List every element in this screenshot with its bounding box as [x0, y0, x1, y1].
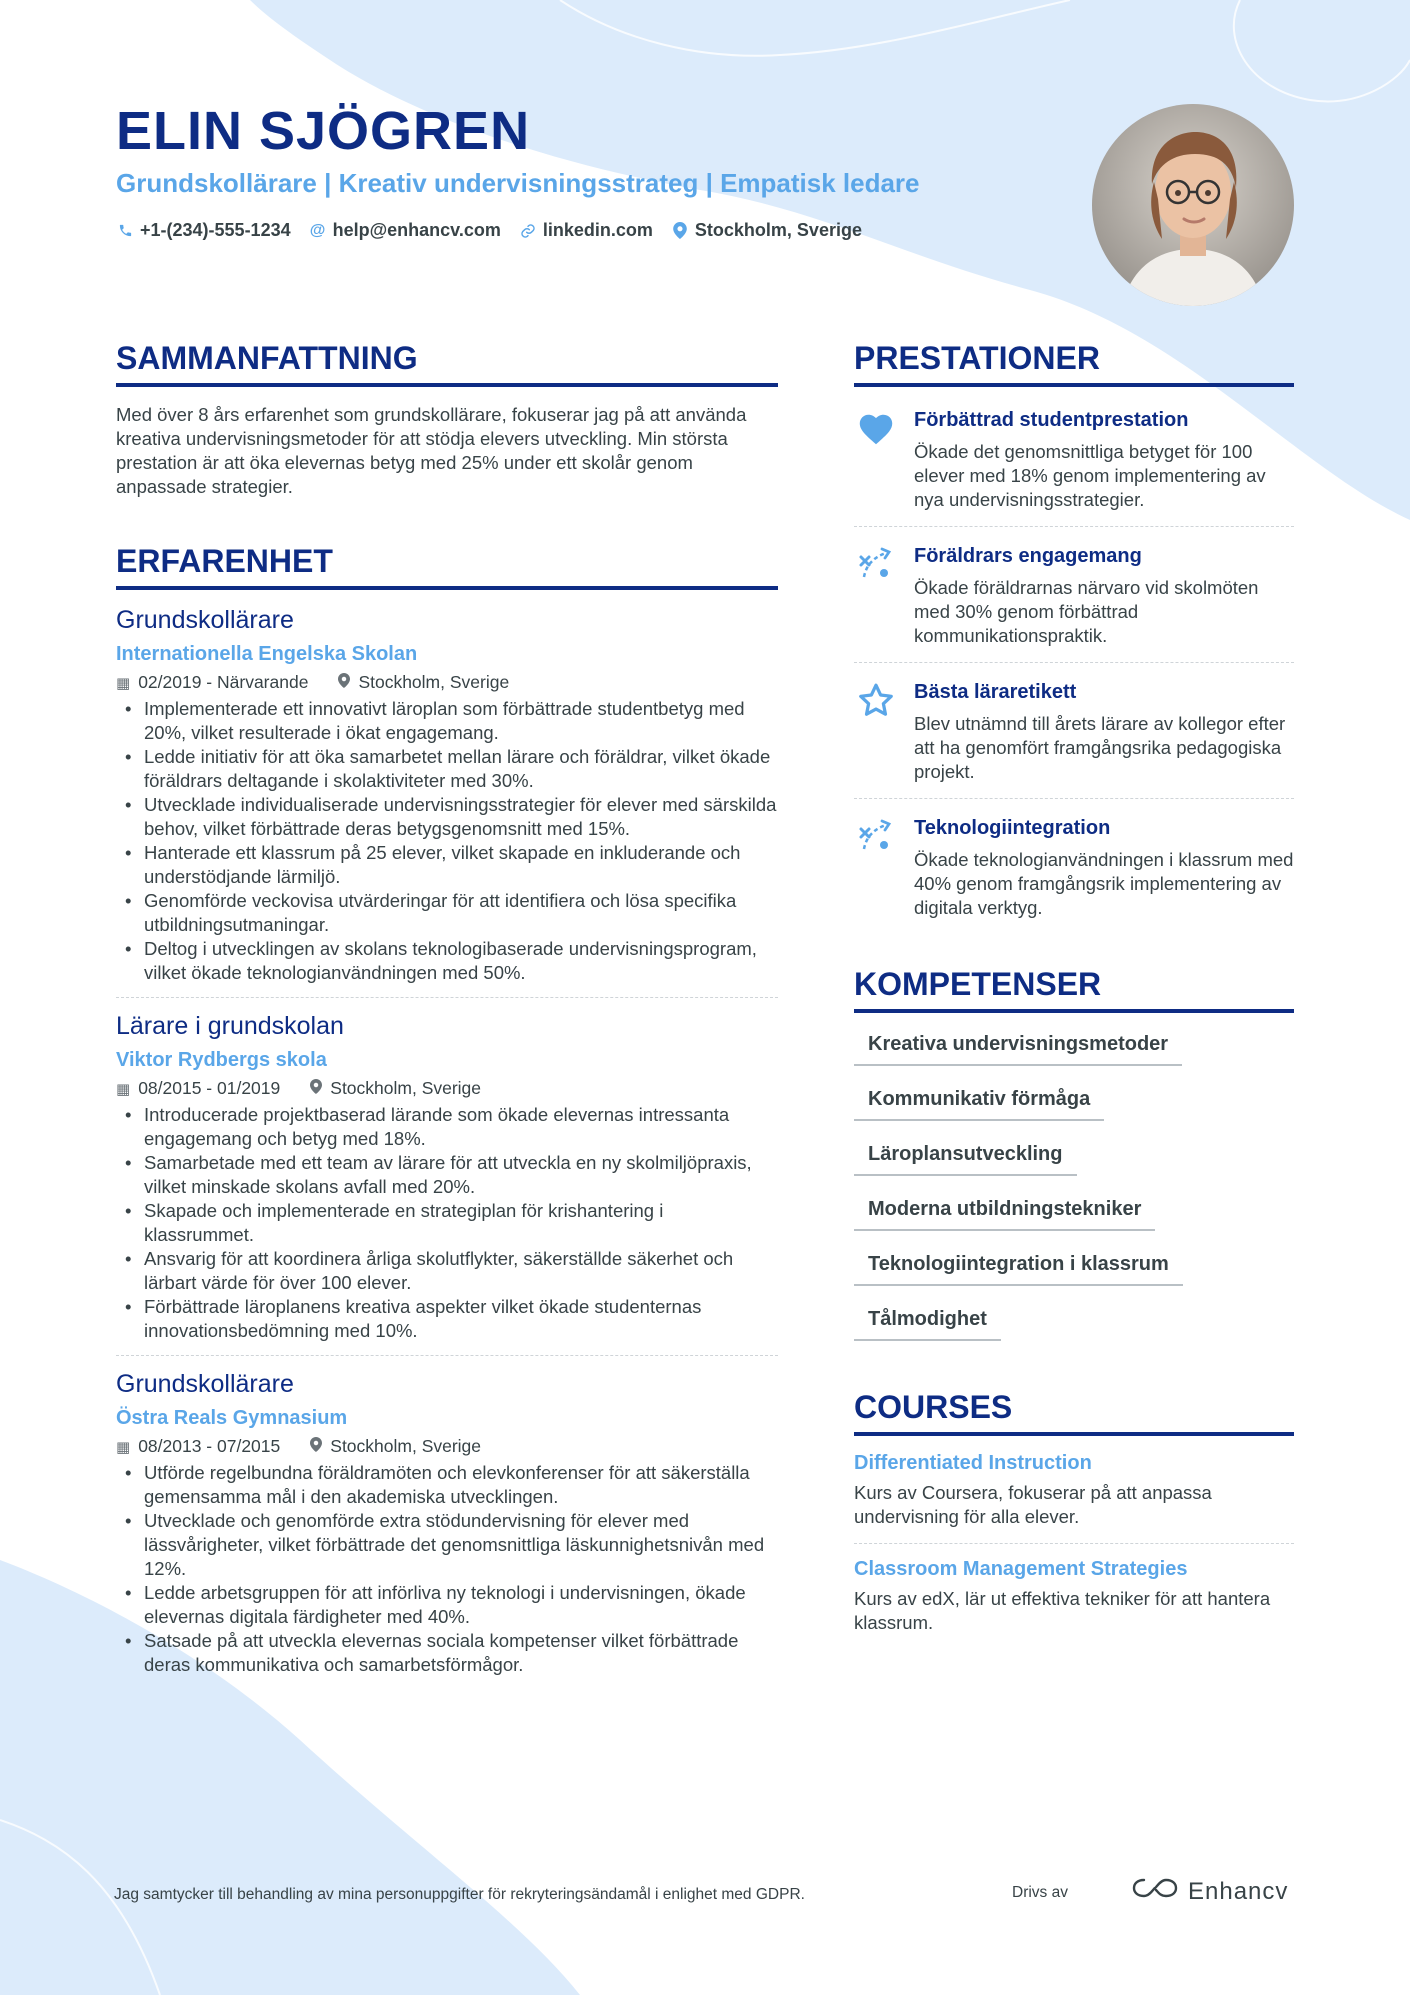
- job-bullets: [116, 1103, 778, 1343]
- profile-photo: [1092, 104, 1294, 306]
- gdpr-consent: Jag samtycker till behandling av mina personuppgifter för rekryteringsändamål i enlighet med GDPR.: [114, 1886, 805, 1903]
- location-pin-icon: [338, 673, 350, 692]
- list-item: • Ledde arbetsgruppen för att införliva ny teknologi i undervisningen, ökade elevernas digitala färdigheter med 40%.: [116, 1581, 778, 1629]
- calendar-icon: ▦: [116, 674, 131, 692]
- right-column: [854, 340, 1294, 1663]
- achievement-title: Teknologiintegration: [914, 817, 1111, 839]
- course-desc: Kurs av Coursera, fokuserar på att anpassa undervisning för alla elever.: [854, 1482, 1212, 1527]
- powered-by-label: Drivs av: [1012, 1884, 1068, 1901]
- skills-section: [854, 966, 1294, 1341]
- course-desc: Kurs av edX, lär ut effektiva tekniker för att hantera klassrum.: [854, 1588, 1271, 1633]
- job-entry: [116, 606, 778, 998]
- location-text: Stockholm, Sverige: [694, 220, 862, 240]
- skill-tag: Teknologiintegration i klassrum: [854, 1253, 1183, 1286]
- job-location: Stockholm, Sverige: [330, 1078, 482, 1098]
- skill-tag: Läroplansutveckling: [854, 1143, 1077, 1176]
- skill-tag: Kommunikativ förmåga: [854, 1088, 1104, 1121]
- contact-phone[interactable]: [116, 220, 291, 241]
- summary-heading: SAMMANFATTNING: [116, 340, 778, 387]
- job-title: Grundskollärare: [116, 1370, 294, 1398]
- summary-text: Med över 8 års erfarenhet som grundskollärare, fokuserar jag på att använda kreativa undervisningsmetoder för att stödja elevers utveckling. Min största prestation är att öka elevernas betyg med 25% under ett skolår genom anpassade strategier.: [116, 404, 747, 497]
- job-dates: 02/2019 - Närvarande: [138, 672, 309, 692]
- course-item: [854, 1452, 1294, 1544]
- list-item: • Ansvarig för att koordinera årliga skolutflykter, säkerställde säkerhet och lärbart värde för över 100 elever.: [116, 1247, 778, 1295]
- calendar-icon: ▦: [116, 1438, 131, 1456]
- job-entry: [116, 1012, 778, 1356]
- skills-list: [854, 1029, 1294, 1341]
- company-name: Internationella Engelska Skolan: [116, 643, 418, 665]
- skill-tag: Moderna utbildningstekniker: [854, 1198, 1155, 1231]
- job-meta: [116, 1078, 778, 1099]
- job-meta: [116, 672, 778, 693]
- list-item: • Introducerade projektbaserad lärande som ökade elevernas intressanta engagemang och betyg med 18%.: [116, 1103, 778, 1151]
- list-item: • Hanterade ett klassrum på 25 elever, vilket skapade en inkluderande och understödjande lärmiljö.: [116, 841, 778, 889]
- achievement-item: [854, 539, 1294, 663]
- job-title: Lärare i grundskolan: [116, 1012, 344, 1040]
- strategy-icon: [854, 817, 898, 920]
- heart-icon: [854, 409, 898, 512]
- achievement-title: Föräldrars engagemang: [914, 545, 1142, 567]
- list-item: • Implementerade ett innovativt läroplan som förbättrade studentbetyg med 20%, vilket resulterade i ökat engagemang.: [116, 697, 778, 745]
- calendar-icon: ▦: [116, 1080, 131, 1098]
- achievement-item: [854, 403, 1294, 527]
- job-entry: [116, 1370, 778, 1689]
- job-location: Stockholm, Sverige: [330, 1436, 482, 1456]
- summary-section: [116, 340, 778, 499]
- contact-linkedin[interactable]: [519, 220, 653, 241]
- course-title: Classroom Management Strategies: [854, 1558, 1188, 1580]
- candidate-title: Grundskollärare | Kreativ undervisningsstrateg | Empatisk ledare: [116, 168, 920, 198]
- skills-heading: KOMPETENSER: [854, 966, 1294, 1013]
- phone-text: +1-(234)-555-1234: [140, 220, 291, 240]
- list-item: • Utförde regelbundna föräldramöten och elevkonferenser för att säkerställa gemensamma mål i den akademiska utvecklingen.: [116, 1461, 778, 1509]
- achievement-desc: Ökade det genomsnittliga betyget för 100 elever med 18% genom implementering av nya undervisningsstrategier.: [914, 441, 1266, 510]
- list-item: • Satsade på att utveckla elevernas sociala kompetenser vilket förbättrade deras kommunikativa och samarbetsförmågor.: [116, 1629, 778, 1677]
- link-icon: [519, 223, 537, 239]
- left-column: [116, 340, 778, 1703]
- list-item: • Genomförde veckovisa utvärderingar för att identifiera och lösa specifika utbildningsutmaningar.: [116, 889, 778, 937]
- list-item: • Ledde initiativ för att öka samarbetet mellan lärare och föräldrar, vilket ökade föräldrars deltagande i skolaktiviteter med 30%.: [116, 745, 778, 793]
- strategy-icon: [854, 545, 898, 648]
- courses-heading: COURSES: [854, 1389, 1294, 1436]
- achievement-title: Förbättrad studentprestation: [914, 409, 1189, 431]
- list-item: • Samarbetade med ett team av lärare för att utveckla en ny skolmiljöpraxis, vilket minskade skolans avfall med 20%.: [116, 1151, 778, 1199]
- brand-logo[interactable]: [1132, 1876, 1288, 1907]
- achievements-section: [854, 340, 1294, 934]
- course-item: [854, 1558, 1294, 1649]
- infinity-logo-icon: [1132, 1876, 1178, 1907]
- achievement-desc: Ökade teknologianvändningen i klassrum med 40% genom framgångsrik implementering av digitala verktyg.: [914, 849, 1294, 918]
- phone-icon: [116, 223, 134, 238]
- location-pin-icon: [671, 222, 689, 239]
- brand-name: Enhancv: [1188, 1877, 1289, 1905]
- job-bullets: [116, 1461, 778, 1677]
- company-name: Viktor Rydbergs skola: [116, 1049, 327, 1071]
- location-pin-icon: [310, 1437, 322, 1456]
- job-location: Stockholm, Sverige: [358, 672, 510, 692]
- achievement-title: Bästa läraretikett: [914, 681, 1077, 703]
- courses-section: [854, 1389, 1294, 1649]
- achievement-desc: Blev utnämnd till årets lärare av kollegor efter att ha genomfört framgångsrika pedagogiska projekt.: [914, 713, 1286, 782]
- job-title: Grundskollärare: [116, 606, 294, 634]
- list-item: • Förbättrade läroplanens kreativa aspekter vilket ökade studenternas innovationsbedömning med 10%.: [116, 1295, 778, 1343]
- experience-section: [116, 543, 778, 1689]
- contact-email[interactable]: [309, 220, 501, 241]
- star-icon: [854, 681, 898, 784]
- at-icon: @: [309, 221, 326, 239]
- contact-bar: [116, 220, 862, 241]
- linkedin-text: linkedin.com: [542, 220, 653, 240]
- achievement-item: [854, 811, 1294, 934]
- job-bullets: [116, 697, 778, 985]
- course-title: Differentiated Instruction: [854, 1452, 1092, 1474]
- job-dates: 08/2015 - 01/2019: [138, 1078, 281, 1098]
- candidate-name: ELIN SJÖGREN: [116, 101, 531, 161]
- achievements-heading: PRESTATIONER: [854, 340, 1294, 387]
- email-text: help@enhancv.com: [332, 220, 501, 240]
- achievement-desc: Ökade föräldrarnas närvaro vid skolmöten med 30% genom förbättrad kommunikationspraktik.: [914, 577, 1259, 646]
- list-item: • Utvecklade och genomförde extra stödundervisning för elever med lässvårigheter, vilket förbättrade det genomsnittliga läskunnighetsnivån med 12%.: [116, 1509, 778, 1581]
- location-pin-icon: [310, 1079, 322, 1098]
- list-item: • Deltog i utvecklingen av skolans teknologibaserade undervisningsprogram, vilket ökade teknologianvändningen med 50%.: [116, 937, 778, 985]
- list-item: • Skapade och implementerade en strategiplan för krishantering i klassrummet.: [116, 1199, 778, 1247]
- skill-tag: Kreativa undervisningsmetoder: [854, 1033, 1182, 1066]
- achievement-item: [854, 675, 1294, 799]
- list-item: • Utvecklade individualiserade undervisningsstrategier för elever med särskilda behov, vilket förbättrade deras betygsgenomsnitt med 15%.: [116, 793, 778, 841]
- contact-location: [671, 220, 862, 241]
- experience-heading: ERFARENHET: [116, 543, 778, 590]
- company-name: Östra Reals Gymnasium: [116, 1407, 348, 1429]
- job-dates: 08/2013 - 07/2015: [138, 1436, 281, 1456]
- job-meta: [116, 1436, 778, 1457]
- skill-tag: Tålmodighet: [854, 1308, 1001, 1341]
